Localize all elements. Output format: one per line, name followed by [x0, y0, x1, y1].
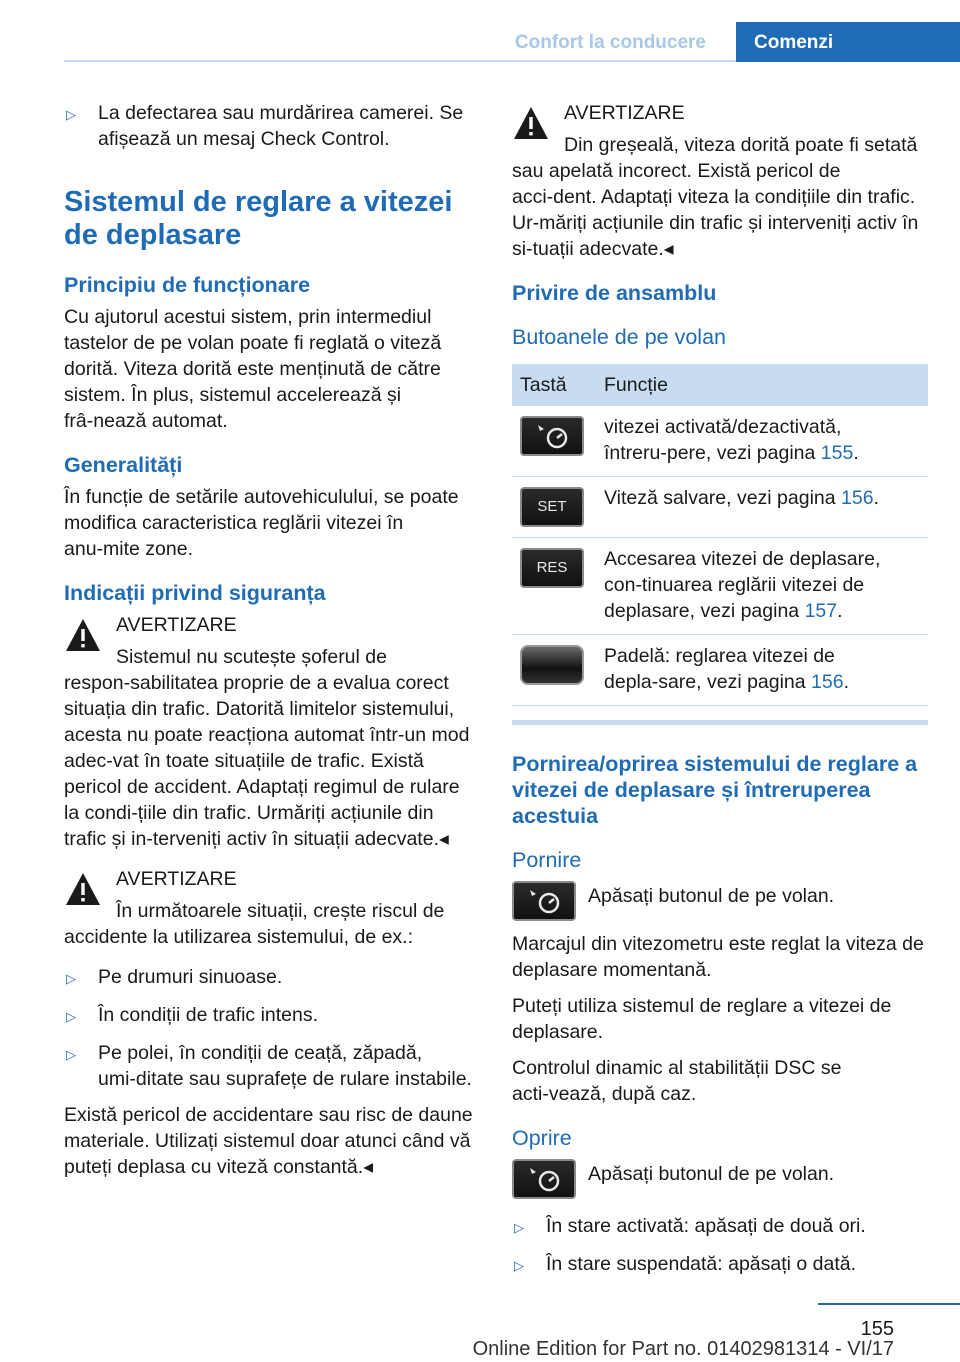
table-header-function: Funcție [596, 364, 928, 406]
triangle-bullet-icon: ▷ [66, 971, 76, 986]
row-end: . [843, 671, 850, 693]
table-cell-function [596, 406, 928, 477]
edition-footer: Online Edition for Part no. 01402981314 - VI/17 [472, 1338, 894, 1360]
paragraph-on-2: Puteți utiliza sistemul de reglare a vitezei de deplasare. [512, 995, 892, 1043]
page-link[interactable]: 155 [820, 442, 854, 464]
paragraph-principle: Cu ajutorul acestui sistem, prin intermediul tastelor de pe volan poate fi reglată o viteză dorită. Viteza dorită este menținută de către sistem. În plus, sistemul accelerează și frâ‑nează automat. [64, 306, 442, 432]
page-link[interactable]: 157 [804, 600, 838, 622]
list-item-text: Pe polei, în condiții de ceață, zăpadă, umi‑ditate sau suprafețe de rulare instabile. [98, 1042, 472, 1090]
list-item [512, 1213, 928, 1241]
warning-title: AVERTIZARE [116, 868, 237, 890]
list-item [64, 1040, 480, 1092]
table-cell-function [596, 635, 928, 706]
list-item-text: În stare suspendată: apăsați o dată. [546, 1253, 857, 1275]
row-text: Padelă: reglarea vitezei de depla‑sare, vezi pagina [604, 645, 835, 693]
row-end: . [837, 600, 843, 622]
row-end: . [853, 442, 859, 464]
triangle-bullet-icon: ▷ [66, 1009, 76, 1024]
list-item [64, 100, 480, 152]
right-column [512, 100, 928, 1289]
triangle-bullet-icon: ▷ [66, 107, 76, 122]
warning-text: Sistemul nu scutește șoferul de respon‑sabilitatea proprie de a evalua corect situația din trafic. Datorită limitelor sistemului, acesta nu poate reacționa automat într‑un mod adec‑vat în toate situațiile de trafic. Există pericol de accident. Adaptați regimul de rulare la condi‑țiile din trafic. Urmăriți acțiunile din trafic și in‑terveniți activ în situații adecvate.◂ [64, 646, 470, 850]
row-end: . [873, 487, 879, 509]
subheading-on: Pornire [512, 848, 582, 872]
header-chapter-tab: Comenzi [736, 22, 960, 62]
warning-block [512, 100, 928, 262]
subheading-buttons: Butoanele de pe volan [512, 325, 726, 349]
cruise-control-icon [520, 416, 584, 456]
header-section-title: Confort la conducere [514, 32, 706, 53]
warning-triangle-icon [64, 870, 102, 910]
subheading-on-off: Pornirea/oprirea sistemului de reglare a vitezei de deplasare și întreruperea acestuia [512, 752, 918, 828]
press-instruction-text: Apăsați butonul de pe volan. [588, 1163, 835, 1185]
row-text: Accesarea vitezei de deplasare, con‑tinuarea reglării vitezei de deplasare, vezi pagina [604, 548, 881, 622]
subheading-general: Generalități [64, 453, 183, 477]
paragraph-warning-end: Există pericol de accidentare sau risc de daune materiale. Utilizați sistemul doar atunci când vă puteți deplasa cu viteză constantă.◂ [64, 1104, 473, 1178]
warning-title: AVERTIZARE [564, 102, 685, 124]
table-cell-key [512, 477, 596, 538]
table-row [512, 635, 928, 706]
list-item [64, 1002, 480, 1030]
row-text: Viteză salvare, vezi pagina [604, 487, 842, 509]
table-cell-key [512, 538, 596, 635]
table-header-row [512, 364, 928, 406]
set-button-icon [520, 487, 584, 527]
press-instruction [512, 881, 928, 921]
warning-text: În următoarele situații, crește riscul de accidente la utilizarea sistemului, de ex.: [64, 900, 445, 948]
triangle-bullet-icon: ▷ [66, 1047, 76, 1062]
subheading-overview: Privire de ansamblu [512, 281, 717, 305]
paddle-icon [520, 645, 584, 685]
warning-text: Din greșeală, viteza dorită poate fi setată sau apelată incorect. Există pericol de acci‑dent. Adaptați viteza la condițiile din trafic. Ur‑măriți acțiunile din trafic și interveniți activ în si‑tuații adecvate.◂ [512, 134, 919, 260]
button-icon-label: SET [537, 498, 567, 515]
table-cell-function [596, 538, 928, 635]
subheading-principle: Principiu de funcționare [64, 273, 311, 297]
res-button-icon [520, 548, 584, 588]
page-link[interactable]: 156 [811, 671, 844, 693]
section-heading: Sistemul de reglare a vitezei de deplasare [64, 186, 453, 251]
paragraph-on-1: Marcajul din vitezometru este reglat la viteza de deplasare momentană. [512, 933, 924, 981]
paragraph-on-3: Controlul dinamic al stabilității DSC se acti‑vează, după caz. [512, 1057, 842, 1105]
paragraph-general: În funcție de setările autovehiculului, se poate modifica caracteristica reglării vitezei în anu‑mite zone. [64, 486, 459, 560]
left-column [64, 100, 480, 1190]
warning-block [64, 866, 480, 950]
warning-triangle-icon [64, 616, 102, 656]
buttons-table [512, 364, 928, 706]
table-row [512, 477, 928, 538]
warning-title: AVERTIZARE [116, 614, 237, 636]
page-link[interactable]: 156 [841, 487, 874, 509]
list-item [64, 964, 480, 992]
table-header-key: Tastă [512, 364, 596, 406]
cruise-control-icon [512, 881, 576, 921]
triangle-bullet-icon: ▷ [514, 1258, 524, 1273]
subheading-safety: Indicații privind siguranța [64, 581, 326, 605]
table-cell-function [596, 477, 928, 538]
table-cell-key [512, 406, 596, 477]
footer-rule [818, 1303, 960, 1305]
page-number: 155 [860, 1318, 894, 1340]
table-end-rule [512, 720, 928, 725]
triangle-bullet-icon: ▷ [514, 1220, 524, 1235]
button-icon-label: RES [536, 559, 568, 576]
press-instruction [512, 1159, 928, 1199]
warning-triangle-icon [512, 104, 550, 144]
page-header [0, 0, 960, 62]
press-instruction-text: Apăsați butonul de pe volan. [588, 885, 835, 907]
warning-block [64, 612, 480, 852]
list-item-text: În condiții de trafic intens. [98, 1004, 319, 1026]
cruise-control-icon [512, 1159, 576, 1199]
list-item-text: La defectarea sau murdărirea camerei. Se afișează un mesaj Check Control. [98, 102, 464, 150]
table-row [512, 538, 928, 635]
table-row [512, 406, 928, 477]
subheading-off: Oprire [512, 1126, 572, 1150]
list-item-text: În stare activată: apăsați de două ori. [546, 1215, 866, 1237]
list-item-text: Pe drumuri sinuoase. [98, 966, 283, 988]
row-text: vitezei activată/dezactivată, întreru‑pere, vezi pagina [604, 416, 842, 464]
table-cell-key [512, 635, 596, 706]
list-item [512, 1251, 928, 1279]
